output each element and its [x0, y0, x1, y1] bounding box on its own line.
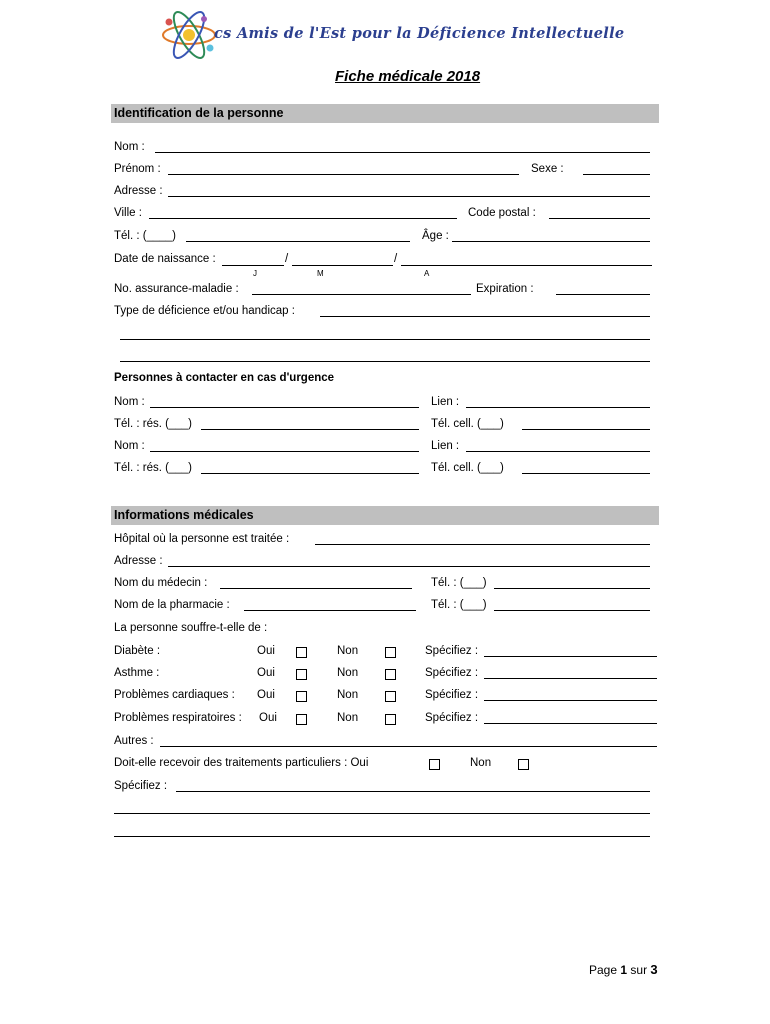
field-nom[interactable] [155, 152, 650, 153]
field-urgence-nom-1[interactable] [150, 407, 419, 408]
label-souffre: La personne souffre-t-elle de : [114, 622, 268, 634]
label-adresse: Adresse : [114, 185, 163, 197]
label-specifiez-traitements: Spécifiez : [114, 780, 168, 792]
field-hopital[interactable] [315, 544, 650, 545]
label-traitements: Doit-elle recevoir des traitements particuliers : Oui [114, 757, 369, 769]
field-urgence-tel-res-1[interactable] [201, 429, 419, 430]
date-hint-annee: A [424, 269, 430, 278]
date-hint-jour: J [253, 269, 257, 278]
label-prenom: Prénom : [114, 163, 161, 175]
label-oui-cardiaques: Oui [257, 689, 275, 701]
label-autres: Autres : [114, 735, 154, 747]
checkbox-non-respiratoires[interactable] [385, 712, 396, 730]
field-specifiez-traitements[interactable] [176, 791, 650, 792]
label-pharmacie: Nom de la pharmacie : [114, 599, 230, 611]
field-specifiez-diabete[interactable] [484, 656, 657, 657]
label-urgence-nom-2: Nom : [114, 440, 145, 452]
field-specifiez-respiratoires[interactable] [484, 723, 657, 724]
field-date-mois[interactable] [292, 265, 393, 266]
section-header-identification: Identification de la personne [111, 104, 659, 123]
field-tel-pharmacie[interactable] [494, 610, 650, 611]
label-tel-medecin: Tél. : (___) [431, 577, 487, 589]
field-date-annee[interactable] [401, 265, 652, 266]
checkbox-oui-respiratoires[interactable] [296, 712, 307, 730]
label-expiration: Expiration : [476, 283, 534, 295]
label-urgence-tel-cell-1: Tél. cell. (___) [431, 418, 504, 430]
field-urgence-tel-res-2[interactable] [201, 473, 419, 474]
field-urgence-lien-1[interactable] [466, 407, 650, 408]
label-tel-pharmacie: Tél. : (___) [431, 599, 487, 611]
field-urgence-tel-cell-2[interactable] [522, 473, 650, 474]
label-urgence-tel-res-2: Tél. : rés. (___) [114, 462, 192, 474]
label-oui-diabete: Oui [257, 645, 275, 657]
label-sexe: Sexe : [531, 163, 564, 175]
label-urgence-lien-2: Lien : [431, 440, 460, 452]
checkbox-oui-diabete[interactable] [296, 645, 307, 663]
label-non-asthme: Non [337, 667, 359, 679]
label-oui-asthme: Oui [257, 667, 275, 679]
label-assurance-maladie: No. assurance-maladie : [114, 283, 239, 295]
field-deficience-line-3[interactable] [120, 361, 650, 362]
date-separator-2: / [394, 253, 398, 265]
label-non-cardiaques: Non [337, 689, 359, 701]
organization-name: cs Amis de l'Est pour la Déficience Intellectuelle [214, 25, 625, 42]
label-asthme: Asthme : [114, 667, 160, 679]
label-problemes-cardiaques: Problèmes cardiaques : [114, 689, 235, 701]
checkbox-non-traitements[interactable] [518, 757, 529, 775]
field-adresse-medicale[interactable] [168, 566, 650, 567]
label-tel: Tél. : (____) [114, 230, 176, 242]
checkbox-non-diabete[interactable] [385, 645, 396, 663]
label-medecin: Nom du médecin : [114, 577, 208, 589]
field-date-jour[interactable] [222, 265, 284, 266]
label-non-respiratoires: Non [337, 712, 359, 724]
label-urgence-nom-1: Nom : [114, 396, 145, 408]
label-problemes-respiratoires: Problèmes respiratoires : [114, 712, 242, 724]
label-adresse-medicale: Adresse : [114, 555, 163, 567]
label-specifiez-asthme: Spécifiez : [425, 667, 479, 679]
atom-logo [160, 10, 218, 60]
field-expiration[interactable] [556, 294, 650, 295]
date-hint-mois: M [317, 269, 324, 278]
label-age: Âge : [422, 230, 449, 242]
section-header-informations-medicales: Informations médicales [111, 506, 659, 525]
checkbox-oui-cardiaques[interactable] [296, 689, 307, 707]
field-tel[interactable] [186, 241, 410, 242]
label-ville: Ville : [114, 207, 142, 219]
field-specifiez-cardiaques[interactable] [484, 700, 657, 701]
label-specifiez-diabete: Spécifiez : [425, 645, 479, 657]
checkbox-oui-traitements[interactable] [429, 757, 440, 775]
field-age[interactable] [452, 241, 650, 242]
field-specifiez-traitements-line-2[interactable] [114, 813, 650, 814]
label-urgence-tel-cell-2: Tél. cell. (___) [431, 462, 504, 474]
label-date-naissance: Date de naissance : [114, 253, 216, 265]
field-deficience[interactable] [320, 316, 650, 317]
form-title: Fiche médicale 2018 [335, 68, 481, 85]
label-deficience: Type de déficience et/ou handicap : [114, 305, 295, 317]
field-pharmacie[interactable] [244, 610, 416, 611]
checkbox-oui-asthme[interactable] [296, 667, 307, 685]
field-urgence-nom-2[interactable] [150, 451, 419, 452]
label-hopital: Hôpital où la personne est traitée : [114, 533, 290, 545]
label-non-traitements: Non [470, 757, 492, 769]
checkbox-non-asthme[interactable] [385, 667, 396, 685]
label-non-diabete: Non [337, 645, 359, 657]
field-sexe[interactable] [583, 174, 650, 175]
label-nom: Nom : [114, 141, 145, 153]
field-specifiez-asthme[interactable] [484, 678, 657, 679]
label-oui-respiratoires: Oui [259, 712, 277, 724]
field-ville[interactable] [149, 218, 457, 219]
label-code-postal: Code postal : [468, 207, 536, 219]
label-specifiez-respiratoires: Spécifiez : [425, 712, 479, 724]
field-urgence-tel-cell-1[interactable] [522, 429, 650, 430]
field-prenom[interactable] [168, 174, 519, 175]
field-tel-medecin[interactable] [494, 588, 650, 589]
field-urgence-lien-2[interactable] [466, 451, 650, 452]
label-diabete: Diabète : [114, 645, 161, 657]
checkbox-non-cardiaques[interactable] [385, 689, 396, 707]
label-specifiez-cardiaques: Spécifiez : [425, 689, 479, 701]
date-separator-1: / [285, 253, 289, 265]
urgence-heading: Personnes à contacter en cas d'urgence [114, 372, 335, 384]
label-urgence-tel-res-1: Tél. : rés. (___) [114, 418, 192, 430]
field-adresse[interactable] [168, 196, 650, 197]
field-autres[interactable] [160, 746, 657, 747]
page-number: Page 1 sur 3 [589, 962, 658, 977]
label-urgence-lien-1: Lien : [431, 396, 460, 408]
field-code-postal[interactable] [549, 218, 650, 219]
field-medecin[interactable] [220, 588, 412, 589]
field-specifiez-traitements-line-3[interactable] [114, 836, 650, 837]
field-deficience-line-2[interactable] [120, 339, 650, 340]
field-assurance-maladie[interactable] [252, 294, 471, 295]
